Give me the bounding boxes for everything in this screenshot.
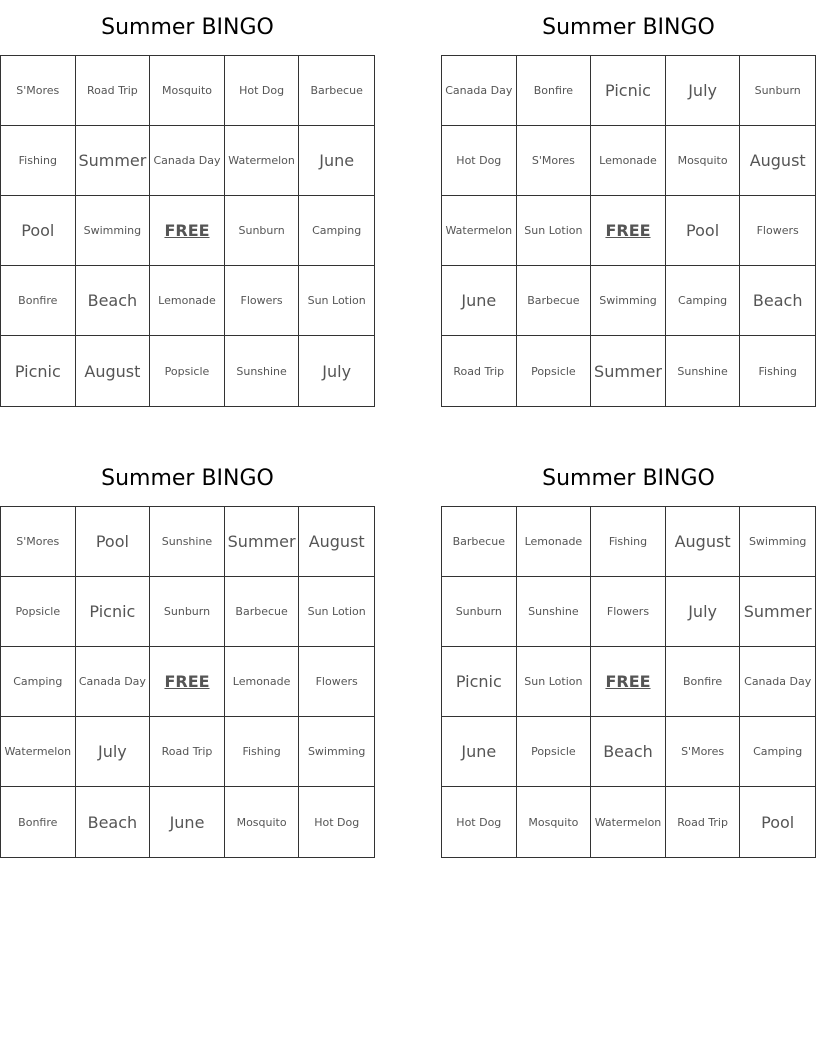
bingo-cell: Fishing <box>591 507 666 577</box>
bingo-cell: Swimming <box>740 507 815 577</box>
bingo-cell: Pool <box>1 196 76 266</box>
bingo-cell: Summer <box>76 126 151 196</box>
bingo-cell: S'Mores <box>666 717 741 787</box>
bingo-grid <box>0 55 375 407</box>
bingo-cell: Watermelon <box>1 717 76 787</box>
bingo-cell: Canada Day <box>442 56 517 126</box>
bingo-grid <box>441 55 816 407</box>
bingo-cell: Mosquito <box>150 56 225 126</box>
bingo-cell: Road Trip <box>76 56 151 126</box>
bingo-cell: Hot Dog <box>442 126 517 196</box>
bingo-cell: Sunburn <box>740 56 815 126</box>
bingo-cell: Sun Lotion <box>517 647 592 717</box>
bingo-cell: Watermelon <box>225 126 300 196</box>
free-space-cell: FREE <box>150 196 225 266</box>
bingo-grid <box>0 506 375 858</box>
bingo-cell: Swimming <box>299 717 374 787</box>
bingo-cell: Barbecue <box>517 266 592 336</box>
bingo-card-4 <box>441 451 816 858</box>
bingo-cell: Summer <box>225 507 300 577</box>
bingo-cell: Beach <box>740 266 815 336</box>
bingo-cell: Canada Day <box>76 647 151 717</box>
bingo-cell: June <box>442 266 517 336</box>
bingo-cell: June <box>150 787 225 857</box>
bingo-cell: Road Trip <box>442 336 517 406</box>
bingo-cell: Pool <box>761 812 795 832</box>
bingo-cell: Camping <box>1 647 76 717</box>
bingo-cell: Sun Lotion <box>517 196 592 266</box>
bingo-cell: June <box>299 126 374 196</box>
bingo-cell: Camping <box>299 196 374 266</box>
bingo-cell: Flowers <box>740 196 815 266</box>
bingo-cell: Beach <box>591 717 666 787</box>
bingo-card-3 <box>0 451 375 858</box>
free-space-cell: FREE <box>150 647 225 717</box>
bingo-cell: July <box>76 717 151 787</box>
bingo-card-2 <box>441 0 816 407</box>
bingo-cell: Hot Dog <box>314 815 360 829</box>
bingo-cell: Camping <box>740 717 815 787</box>
bingo-cell: Sunburn <box>442 577 517 647</box>
bingo-cell: Mosquito <box>225 787 300 857</box>
bingo-cell: S'Mores <box>1 507 76 577</box>
bingo-cell: Picnic <box>76 577 151 647</box>
bingo-cell: Popsicle <box>150 336 225 406</box>
bingo-cell: Pool <box>76 507 151 577</box>
bingo-cell: Summer <box>740 577 815 647</box>
bingo-cell: Lemonade <box>225 647 300 717</box>
bingo-cell: Picnic <box>442 647 517 717</box>
bingo-cell: Beach <box>76 266 151 336</box>
bingo-cell: Swimming <box>76 196 151 266</box>
bingo-cell: Swimming <box>591 266 666 336</box>
card-title: Summer BINGO <box>542 15 715 40</box>
bingo-cell: Bonfire <box>1 266 76 336</box>
bingo-cell: June <box>442 717 517 787</box>
card-title: Summer BINGO <box>101 15 274 40</box>
bingo-cell: July <box>666 56 741 126</box>
bingo-cell: Popsicle <box>517 717 592 787</box>
bingo-cell: July <box>666 577 741 647</box>
bingo-cell: Hot Dog <box>442 787 517 857</box>
bingo-cell: Road Trip <box>150 717 225 787</box>
bingo-cell: Sunburn <box>225 196 300 266</box>
bingo-cell: Fishing <box>758 364 797 378</box>
bingo-cell: Bonfire <box>1 787 76 857</box>
card-title: Summer BINGO <box>101 466 274 491</box>
bingo-cell: Sunshine <box>225 336 300 406</box>
bingo-cell: Bonfire <box>666 647 741 717</box>
bingo-cell: Flowers <box>299 647 374 717</box>
bingo-cell: Flowers <box>591 577 666 647</box>
bingo-cell: August <box>299 507 374 577</box>
bingo-cell: Watermelon <box>442 196 517 266</box>
bingo-cell: Sun Lotion <box>299 577 374 647</box>
bingo-cell: Fishing <box>225 717 300 787</box>
bingo-cell: Popsicle <box>1 577 76 647</box>
bingo-cell: Picnic <box>591 56 666 126</box>
bingo-cell: August <box>76 336 151 406</box>
free-space-cell: FREE <box>591 196 666 266</box>
bingo-cell: Flowers <box>225 266 300 336</box>
bingo-cell: Picnic <box>1 336 76 406</box>
bingo-cell: Lemonade <box>591 126 666 196</box>
bingo-cell: Fishing <box>1 126 76 196</box>
bingo-cell: Bonfire <box>517 56 592 126</box>
bingo-cell: Beach <box>76 787 151 857</box>
bingo-cell: Pool <box>666 196 741 266</box>
bingo-cell: Barbecue <box>225 577 300 647</box>
bingo-cell: S'Mores <box>1 56 76 126</box>
bingo-cell: Sunburn <box>150 577 225 647</box>
bingo-cell: Mosquito <box>666 126 741 196</box>
card-title: Summer BINGO <box>542 466 715 491</box>
bingo-cell: Hot Dog <box>225 56 300 126</box>
bingo-cell: August <box>740 126 815 196</box>
bingo-cell: Sunshine <box>150 507 225 577</box>
bingo-grid <box>441 506 816 858</box>
bingo-card-1 <box>0 0 375 407</box>
bingo-cell: Watermelon <box>591 787 666 857</box>
bingo-cell: Canada Day <box>150 126 225 196</box>
bingo-cell: Sun Lotion <box>299 266 374 336</box>
bingo-cell: August <box>666 507 741 577</box>
bingo-cell: Road Trip <box>666 787 741 857</box>
free-space-cell: FREE <box>591 647 666 717</box>
bingo-cell: Mosquito <box>517 787 592 857</box>
bingo-cell: Barbecue <box>442 507 517 577</box>
bingo-cell: Lemonade <box>517 507 592 577</box>
bingo-cell: Canada Day <box>740 647 815 717</box>
bingo-cell: Camping <box>666 266 741 336</box>
bingo-cell: July <box>322 361 352 381</box>
bingo-cell: Popsicle <box>517 336 592 406</box>
bingo-cell: Barbecue <box>299 56 374 126</box>
bingo-cell: Sunshine <box>666 336 741 406</box>
bingo-cell: S'Mores <box>517 126 592 196</box>
bingo-cell: Sunshine <box>517 577 592 647</box>
bingo-cell: Lemonade <box>150 266 225 336</box>
bingo-cell: Summer <box>591 336 666 406</box>
